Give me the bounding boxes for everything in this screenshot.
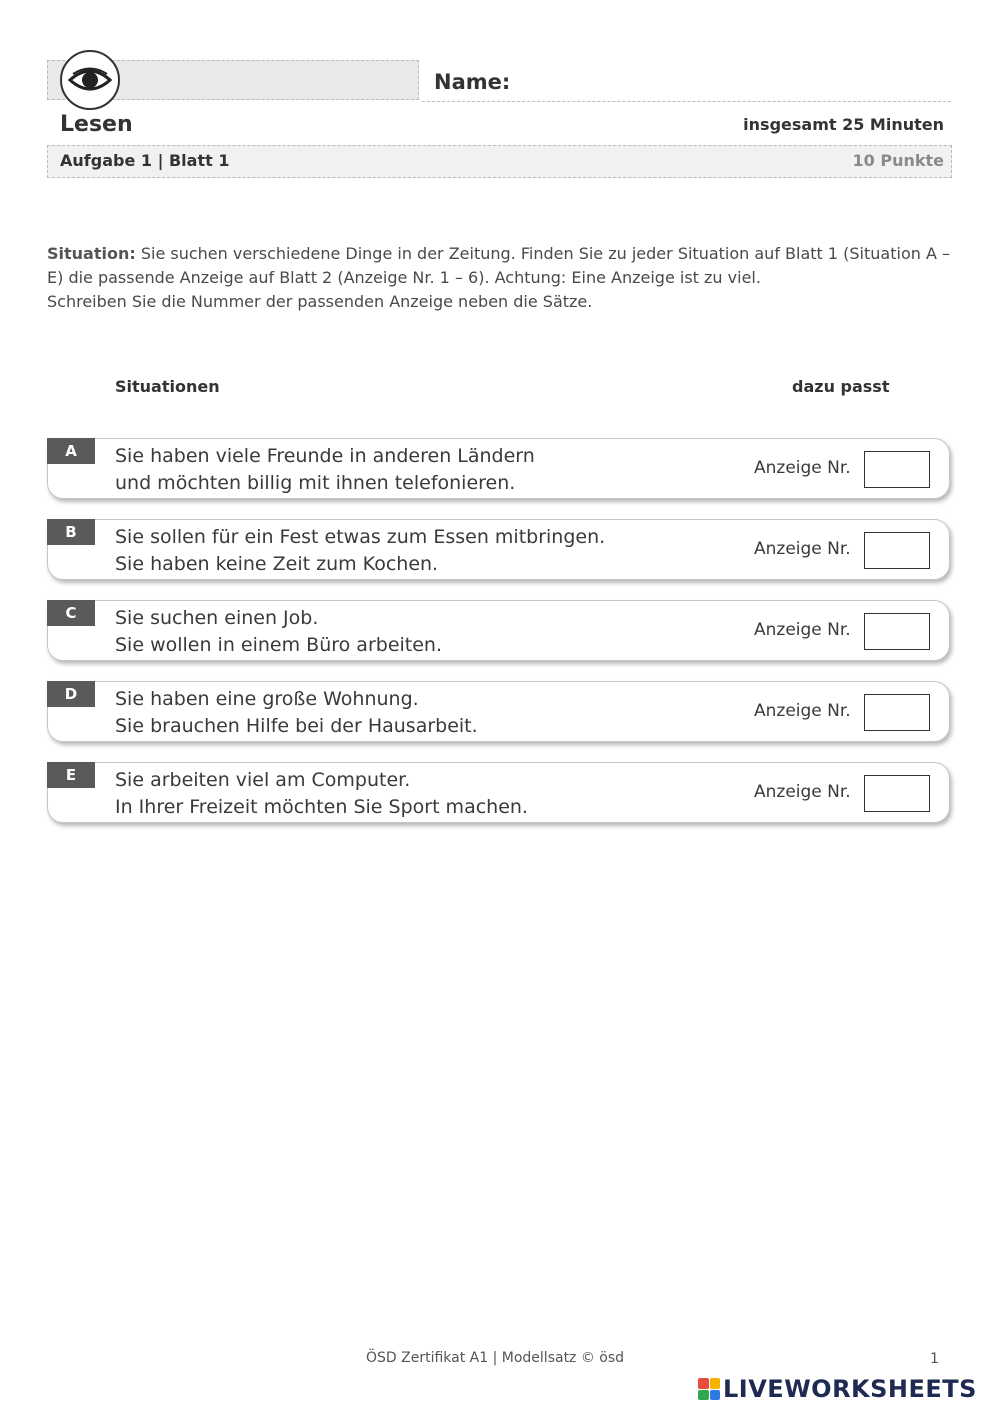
brand-name: LIVEWORKSHEETS [723,1375,977,1403]
situation-line1: Sie arbeiten viel am Computer. [115,769,411,791]
answer-box[interactable] [864,451,930,488]
situation-line2: Sie haben keine Zeit zum Kochen. [115,553,439,575]
liveworksheets-logo-icon [698,1378,720,1400]
ad-number-label: Anzeige Nr. [754,782,851,802]
situation-line1: Sie suchen einen Job. [115,607,319,629]
situation-text [115,524,605,578]
ad-number-label: Anzeige Nr. [754,458,851,478]
ad-number-label: Anzeige Nr. [754,539,851,559]
answer-box[interactable] [864,775,930,812]
situation-row-b [47,519,950,580]
row-letter-badge: B [47,519,95,545]
situation-row-e [47,762,950,823]
instructions-line1: Sie suchen verschiedene Dinge in der Zeitung. Finden Sie zu jeder Situation auf Blatt 1 (Situation A – E) die passende Anzeige auf Blatt 2 (Anzeige Nr. 1 – 6). Achtung: Eine Anzeige ist zu viel. [47,244,950,287]
situation-line1: Sie haben viele Freunde in anderen Ländern [115,445,535,467]
instructions-line2: Schreiben Sie die Nummer der passenden Anzeige neben die Sätze. [47,292,593,311]
situation-text [115,767,528,821]
situation-text [115,443,535,497]
row-letter-badge: D [47,681,95,707]
instructions [47,242,957,314]
instructions-lead: Situation: [47,244,136,263]
situation-line2: Sie wollen in einem Büro arbeiten. [115,634,443,656]
liveworksheets-brand [698,1375,977,1403]
logo-cell [698,1390,709,1401]
answer-box[interactable] [864,532,930,569]
situation-row-c [47,600,950,661]
page-number: 1 [930,1351,939,1367]
row-letter-badge: A [47,438,95,464]
section-title: Lesen [60,112,133,137]
row-letter-badge: C [47,600,95,626]
task-label: Aufgabe 1 | Blatt 1 [60,151,230,170]
name-input-line[interactable] [422,101,951,102]
ad-number-label: Anzeige Nr. [754,701,851,721]
name-label: Name: [434,70,511,94]
column-header-situations: Situationen [115,377,220,396]
situation-text [115,686,478,740]
situation-line2: In Ihrer Freizeit möchten Sie Sport machen. [115,796,528,818]
ad-number-label: Anzeige Nr. [754,620,851,640]
logo-cell [710,1390,721,1401]
situation-row-d [47,681,950,742]
total-time: insgesamt 25 Minuten [743,115,944,134]
answer-box[interactable] [864,694,930,731]
logo-cell [710,1378,721,1389]
footer-text: ÖSD Zertifikat A1 | Modellsatz © ösd [366,1350,625,1366]
situation-line1: Sie haben eine große Wohnung. [115,688,419,710]
situation-line2: Sie brauchen Hilfe bei der Hausarbeit. [115,715,478,737]
logo-cell [698,1378,709,1389]
answer-box[interactable] [864,613,930,650]
situation-line1: Sie sollen für ein Fest etwas zum Essen mitbringen. [115,526,606,548]
situation-row-a [47,438,950,499]
situation-line2: und möchten billig mit ihnen telefonieren. [115,472,516,494]
points-label: 10 Punkte [852,151,944,170]
situation-text [115,605,442,659]
eye-icon [60,50,120,110]
row-letter-badge: E [47,762,95,788]
column-header-matches: dazu passt [792,377,890,396]
